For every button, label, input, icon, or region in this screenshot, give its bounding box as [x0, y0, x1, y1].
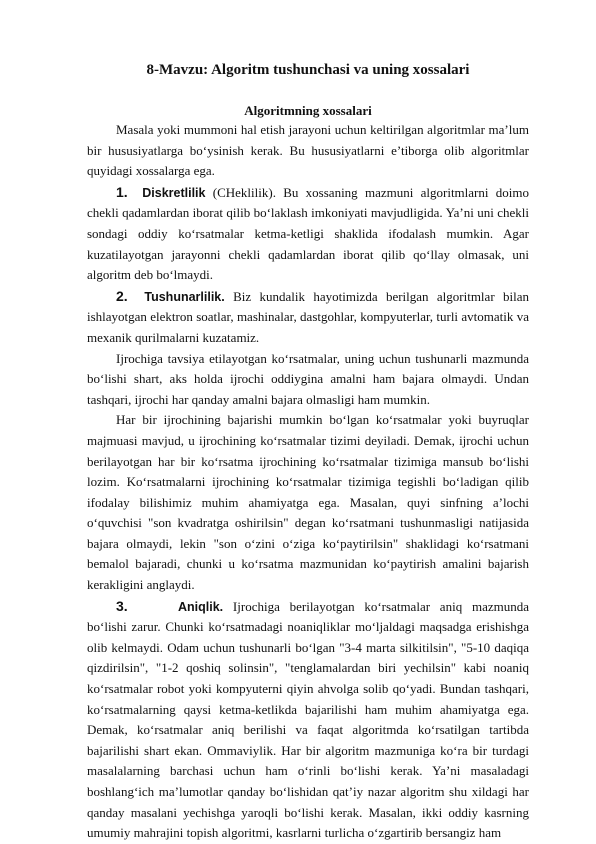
- property-discreteness-paragraph: [87, 182, 529, 286]
- property-term: Diskretlilik: [142, 185, 206, 200]
- list-number: 2.: [116, 287, 128, 304]
- property-text: Biz kundalik hayotimizda berilgan algoritmlar bilan ishlayotgan elektron soatlar, mashinalar, dastgohlar, kompyuterlar, turli avtomatik va mexanik qurilmalarni kuzatamiz.: [87, 288, 529, 345]
- intro-paragraph: Masala yoki mummoni hal etish jarayoni uchun keltirilgan algoritmlar ma’lum bir hususiyatlarga bo‘ysinish kerak. Bu hususiyatlarni e’tiborga olib algoritmlar quyidagi xossalarga ega.: [87, 122, 529, 179]
- property-text: Ijrochiga berilayotgan ko‘rsatmalar aniq mazmunda bo‘lishi zarur. Chunki ko‘rsatmadagi noaniqliklar mo‘ljaldagi maqsadga erishishga olib kelmaydi. Odam uchun tushunarli bo‘lgan "3-4 marta silkitilsin", "5-10 daqiqa qizdirilsin", "1-2 qoshiq solinsin", "tenglamalardan biri yechilsin" kabi noaniq ko‘rsatmalar robot yoki kompyuterni qiyin ahvolga solib qo‘yadi. Bundan tashqari, ko‘rsatmalarning qaysi ketma-ketlikda bajarilishi ham muhim ahamiyatga ega. Demak, ko‘rsatmalar aniq berilishi va faqat algoritmda ko‘rsatilgan tartibda bajarilishi shart ekan. Ommaviylik. Har bir algoritm mazmuniga ko‘ra bir turdagi masalalarning barchasi uchun ham o‘rinli bo‘lishi kerak. Ya’ni masaladagi boshlang‘ich ma’lumotlar qanday bo‘lishidan qat’iy nazar algoritm shu xildagi har qanday masalani yechishga yaroqli bo‘lishi kerak. Masalan, ikki oddiy kasrning umumiy mahrajini topish algoritmi, kasrlarni turlicha o‘zgartirib bersangiz ham: [87, 598, 529, 841]
- property-term: Aniqlik.: [178, 599, 224, 614]
- list-number: 3.: [116, 597, 128, 614]
- property-accuracy-paragraph: [87, 596, 529, 844]
- property-clarity-paragraph: [87, 286, 529, 349]
- section-heading: Algoritmning xossalari: [244, 103, 372, 118]
- document-body: [87, 120, 529, 844]
- executor-paragraph: Ijrochiga tavsiya etilayotgan ko‘rsatmalar, uning uchun tushunarli mazmunda bo‘lishi shart, aks holda ijrochi oddiygina amalni ham bajara olmaydi. Undan tashqari, ijrochi har qanday amalni bajara olmasligi ham mumkin.: [87, 350, 529, 407]
- property-text: (CHeklilik). Bu xossaning mazmuni algoritmlarni doimo chekli qadamlardan iborat qilib bo‘laklash imkoniyati mavjudligida. Ya’ni uni chekli sondagi oddiy ko‘rsatmalar ketma-ketligi shaklida ifodalash mumkin. Agar kuzatilayotgan jarayonni chekli qadamlardan iborat qilib qo‘llay olmasak, uni algoritm deb bo‘lmaydi.: [87, 184, 529, 283]
- command-system-paragraph: Har bir ijrochining bajarishi mumkin bo‘lgan ko‘rsatmalar yoki buyruqlar majmuasi mavjud, u ijrochining ko‘rsatmalar tizimi deyiladi. Demak, ijrochi uchun berilayotgan har bir ko‘rsatma ijrochining ko‘rsatmalar tizimiga mansub bo‘lishi lozim. Ko‘rsatmalarni ijrochining ko‘rsatmalar tizimiga tegishli bo‘ladigan qilib ifodalay bilishimiz muhim ahamiyatga ega. Masalan, quyi sinfning a’lochi o‘quvchisi "son kvadratga oshirilsin" degan ko‘rsatmani tushunmasligi natijasida bajara olmaydi, lekin "son o‘zini o‘ziga ko‘paytirilsin" shaklidagi ko‘rsatmani bemalol bajaradi, chunki u ko‘rsatma mazmunidan ko‘paytirish amalini bajarish kerakligini anglaydi.: [87, 412, 529, 593]
- property-term: Tushunarlilik.: [144, 289, 225, 304]
- list-number: 1.: [116, 183, 128, 200]
- document-title: 8-Mavzu: Algoritm tushunchasi va uning xossalari: [146, 62, 470, 78]
